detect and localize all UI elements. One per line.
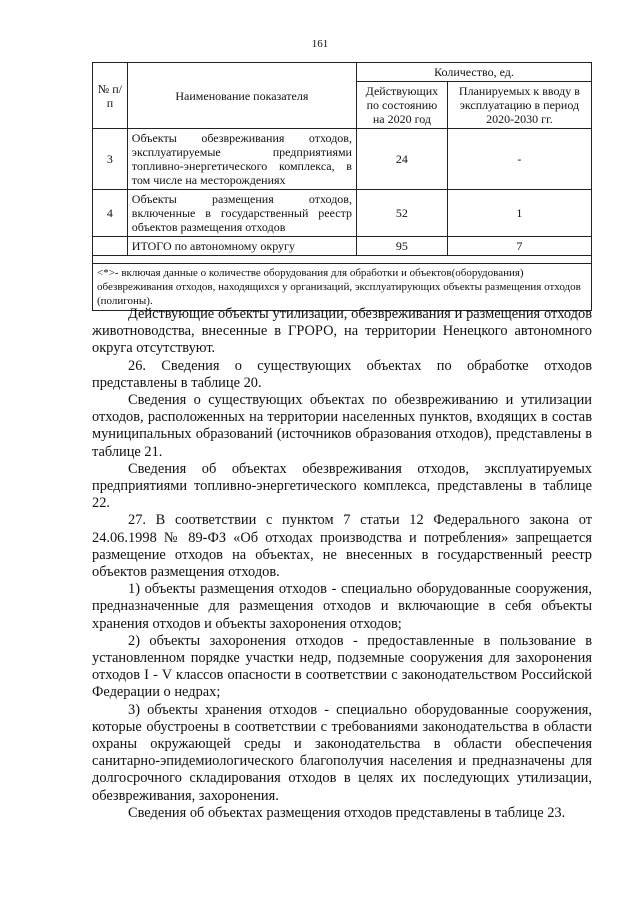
table-footnote: <*>- включая данные о количестве оборудования для обработки и объектов(оборудования) обезвреживания отходов, находящихся у организаций, эксплуатирующих объекты размещения отходов (полигоны). bbox=[93, 264, 592, 311]
paragraph: 3) объекты хранения отходов - специально оборудованные сооружения, которые обустроены в соответствии с требованиями законодательства в области охраны окружающей среды и законодательства в области обеспечения санитарно-эпидемиологического благополучия населения и предназначены для долгосрочного складирования отходов в целях их последующих утилизации, обезвреживания, захоронения. bbox=[92, 701, 592, 804]
paragraph: 27. В соответствии с пунктом 7 статьи 12 Федерального закона от 24.06.1998 № 89-ФЗ «Об отходах производства и потребления» запрещается размещение отходов на объектах, не внесенных в государственный реестр объектов размещения отходов. bbox=[92, 512, 592, 581]
row-num: 4 bbox=[93, 190, 128, 237]
table-total-row bbox=[93, 237, 592, 256]
row-name: Объекты обезвреживания отходов, эксплуатируемые предприятиями топливно-энергетического комплекса, в том числе на месторождениях bbox=[127, 129, 356, 190]
row-current: 24 bbox=[356, 129, 447, 190]
header-name: Наименование показателя bbox=[127, 63, 356, 129]
table-spacer-row bbox=[93, 256, 592, 264]
page-number: 161 bbox=[311, 38, 329, 50]
row-current: 52 bbox=[356, 190, 447, 237]
row-num: 3 bbox=[93, 129, 128, 190]
row-name: Объекты размещения отходов, включенные в государственный реестр объектов размещения отходов bbox=[127, 190, 356, 237]
total-num bbox=[93, 237, 128, 256]
paragraph: 1) объекты размещения отходов - специально оборудованные сооружения, предназначенные для размещения отходов и включающие в себя объекты хранения отходов и объекты захоронения отходов; bbox=[92, 581, 592, 632]
total-current: 95 bbox=[356, 237, 447, 256]
total-name: ИТОГО по автономному округу bbox=[127, 237, 356, 256]
table-row bbox=[93, 129, 592, 190]
header-quantity: Количество, ед. bbox=[356, 63, 591, 82]
table-footnote-row bbox=[93, 264, 592, 311]
paragraph: Действующие объекты утилизации, обезвреживания и размещения отходов животноводства, внесенные в ГРОРО, на территории Ненецкого автономного округа отсутствуют. bbox=[92, 306, 592, 357]
paragraph: 2) объекты захоронения отходов - предоставленные в пользование в установленном порядке участки недр, подземные сооружения для захоронения отходов I - V классов опасности в соответствии с законодательством Российской Федерации о недрах; bbox=[92, 632, 592, 701]
table-header-row bbox=[93, 63, 592, 82]
row-planned: 1 bbox=[447, 190, 591, 237]
header-current: Действующих по состоянию на 2020 год bbox=[356, 82, 447, 129]
row-planned: - bbox=[447, 129, 591, 190]
paragraph: Сведения о существующих объектах по обезвреживанию и утилизации отходов, расположенных на территории населенных пунктов, входящих в состав муниципальных образований (источников образования отходов), представлены в таблице 21. bbox=[92, 392, 592, 460]
paragraph: Сведения об объектах обезвреживания отходов, эксплуатируемых предприятиями топливно-энергетического комплекса, представлены в таблице 22. bbox=[92, 460, 592, 512]
paragraph: Сведения об объектах размещения отходов представлены в таблице 23. bbox=[128, 804, 566, 821]
header-num: № п/п bbox=[93, 63, 128, 129]
waste-objects-table bbox=[92, 62, 592, 311]
table-row bbox=[93, 190, 592, 237]
paragraph: 26. Сведения о существующих объектах по обработке отходов представлены в таблице 20. bbox=[92, 357, 592, 391]
header-planned: Планируемых к вводу в эксплуатацию в период 2020-2030 гг. bbox=[447, 82, 591, 129]
body-text bbox=[92, 306, 592, 822]
total-planned: 7 bbox=[447, 237, 591, 256]
